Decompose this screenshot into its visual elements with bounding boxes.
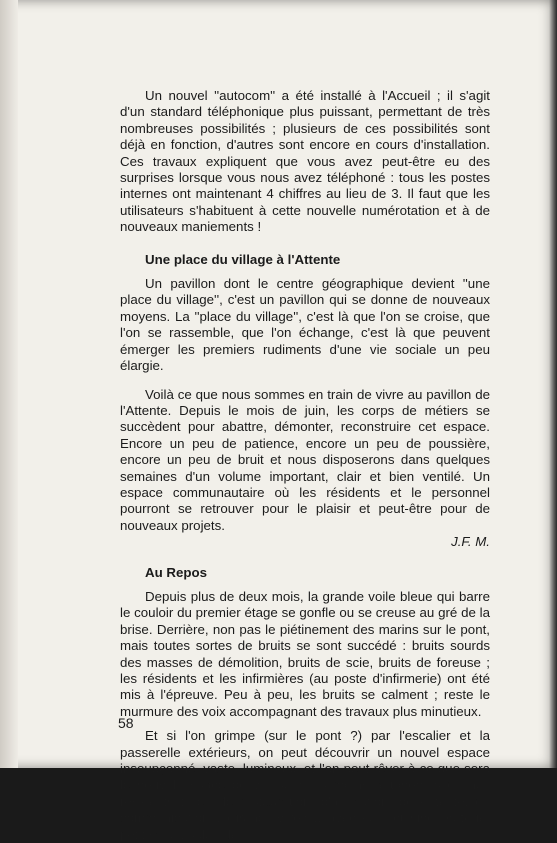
- paragraph: Voilà ce que nous sommes en train de vivre au pavillon de l'Attente. Depuis le mois de juin, les corps de métiers se succèdent pour abattre, démonter, reconstruire cet espace. Encore un peu de patience, encore un peu de poussière, encore un peu de bruit et nous disposerons dans quelques semaines d'un volume important, clair et bien ventilé. Un espace communautaire où les résidents et le personnel pourront se retrouver pour le plaisir et peut-être pour de nouveaux projets.: [120, 386, 490, 533]
- paragraph: Depuis plus de deux mois, la grande voile bleue qui barre le couloir du premier étage se gonfle ou se creuse au gré de la brise. Derrière, non pas le piétinement des marins sur le pont, mais toutes sortes de bruits se sont succédé : bruits sourds des masses de démolition, bruits de scie, bruits de foreuse ; les résidents et les infirmières (au poste d'infirmerie) ont été mis à l'épreuve. Peu à peu, les bruits se calment ; reste le murmure des voix accompagnant des travaux plus minutieux.: [120, 588, 490, 719]
- page-content: [120, 88, 490, 843]
- spacer: [120, 236, 490, 252]
- section-heading-place-du-village: Une place du village à l'Attente: [145, 251, 341, 267]
- spacer: [120, 268, 490, 276]
- signature: J.F. M.: [451, 534, 490, 550]
- spacer: [120, 581, 490, 589]
- page-edge-shadow: [549, 0, 557, 768]
- intro-paragraph: Un nouvel ''autocom'' a été installé à l'Accueil ; il s'agit d'un standard téléphonique plus puissant, permettant de très nombreuses possibilités ; plusieurs de ces possibilités sont déjà en fonction, d'autres sont encore en cours d'installation. Ces travaux expliquent que vous avez peut-être eu des surprises lorsque vous nous avez téléphoné : tous les postes internes ont maintenant 4 chiffres au lieu de 3. Il faut que les utilisateurs s'habituent à cette nouvelle numérotation et à de nouveaux maniements !: [120, 88, 490, 235]
- spacer: [120, 551, 490, 565]
- section-heading-au-repos: Au Repos: [145, 564, 208, 580]
- paragraph: Et si l'on grimpe (sur le pont ?) par l'escalier et la passerelle extérieurs, on peut découvrir un nouvel espace insoupçonné, vaste, lumineux, et l'on peut rêver à ce que sera le nouvel espace de vie pour les moins autonomes de nos résidents : lieu de restauration, d'animation, de détente, de communication... (grand ''vivoir''), avec coin cuisine protégé, petit salon, salon de: [120, 728, 490, 842]
- paragraph: Un pavillon dont le centre géographique devient ''une place du village'', c'est un pavillon qui se donne de nouveaux moyens. La ''place du village'', c'est là que l'on se croise, que l'on se rassemble, que l'on échange, c'est là que peuvent émerger les premiers rudiments d'une vie sociale un peu élargie.: [120, 276, 490, 374]
- spacer: [120, 375, 490, 387]
- page-number: 58: [118, 715, 134, 731]
- binding-gutter: [0, 0, 18, 768]
- spacer: [120, 720, 490, 728]
